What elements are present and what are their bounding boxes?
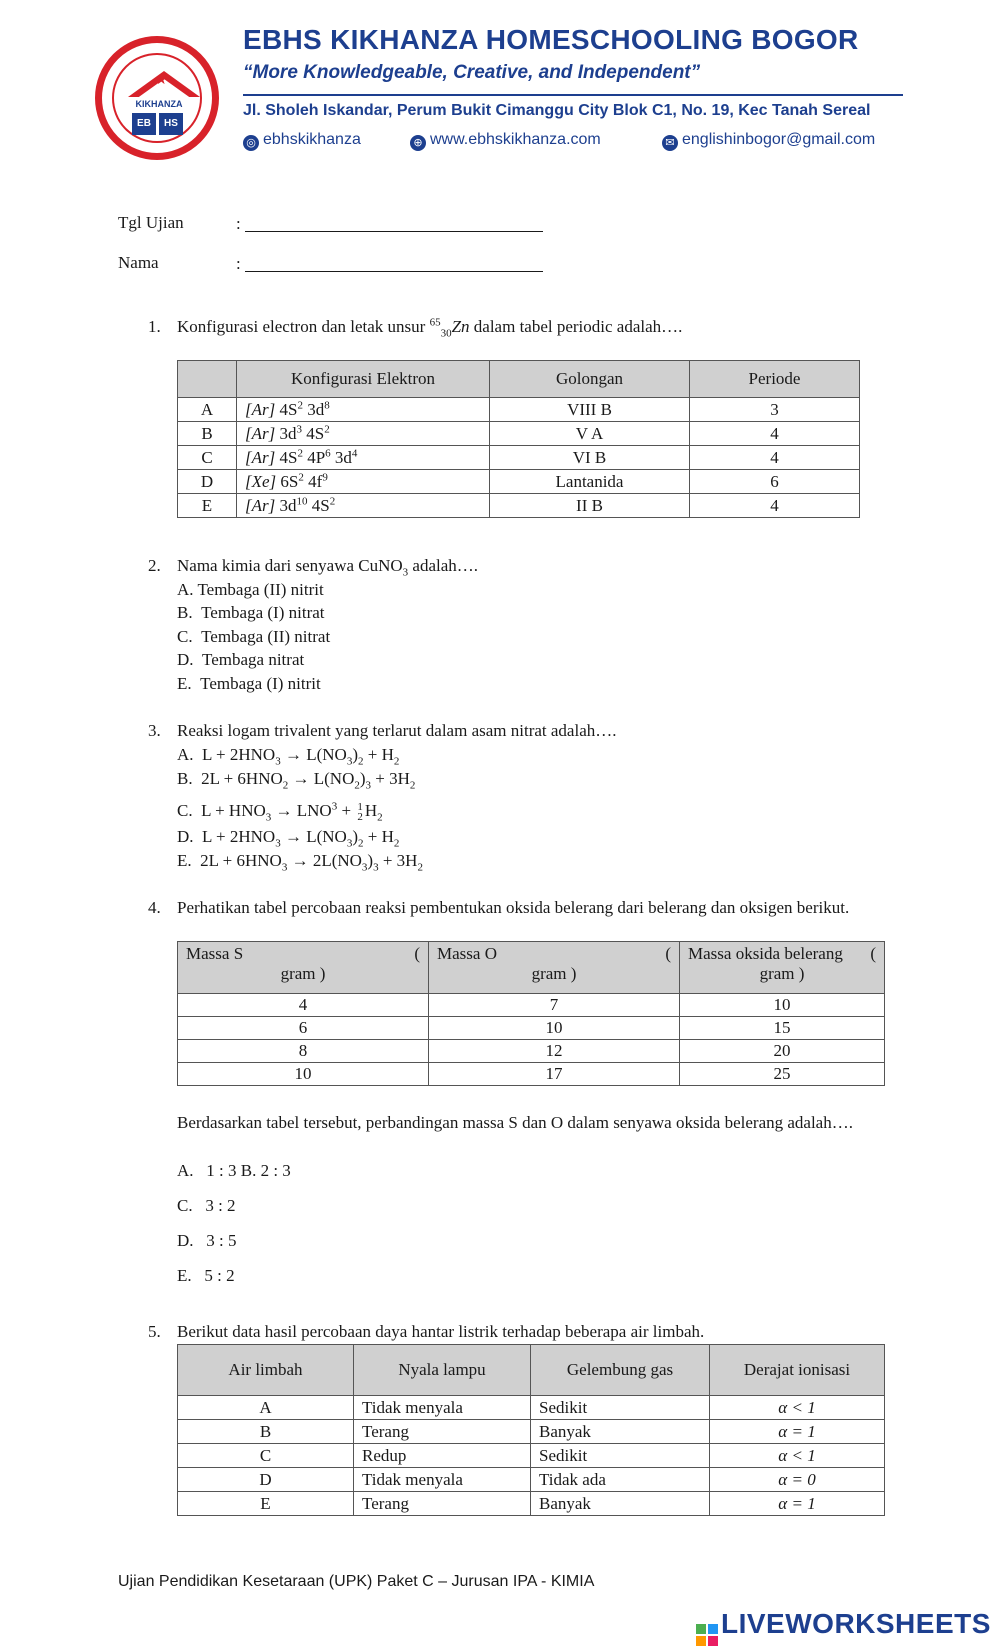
school-address: Jl. Sholeh Iskandar, Perum Bukit Cimanggu City Blok C1, No. 19, Kec Tanah Sereal xyxy=(243,102,871,119)
q2-text: Nama kimia dari senyawa CuNO$_3$ adalah…. xyxy=(177,556,479,579)
q4-question: Berdasarkan tabel tersebut, perbandingan massa S dan O dalam senyawa oksida belerang adalah…. xyxy=(177,1113,853,1132)
table-row: D [Xe] $6S^2$ $4f^9$ Lantanida 6 xyxy=(178,470,860,494)
logo-book-left: EB xyxy=(132,113,156,135)
table-row: B Terang Banyak α = 1 xyxy=(178,1420,885,1444)
q3-option-c[interactable]: C. $L + HNO_3 \to LNO^3$ + 1 2 $H_2$ xyxy=(177,800,383,824)
logo-book-right: HS xyxy=(159,113,183,135)
instagram-contact xyxy=(243,131,361,151)
q4-header-oksida: Massa oksida belerang ( gram ) xyxy=(680,942,885,994)
date-separator: : xyxy=(236,214,241,233)
school-tagline: “More Knowledgeable, Creative, and Independent” xyxy=(243,62,701,83)
q4-option-a[interactable]: A. 1 : 3 B. 2 : 3 xyxy=(177,1161,291,1180)
q1-number: 1. xyxy=(148,317,161,336)
q5-table xyxy=(177,1344,885,1516)
q5-header-gas: Gelembung gas xyxy=(531,1345,710,1396)
q2-number: 2. xyxy=(148,556,161,575)
fraction-half: 1 2 xyxy=(357,801,363,824)
instagram-icon: ◎ xyxy=(243,135,259,151)
q1-header-config: Konfigurasi Elektron xyxy=(237,361,490,398)
q1-header-golongan: Golongan xyxy=(490,361,690,398)
table-row: 8 12 20 xyxy=(178,1040,885,1063)
email-contact xyxy=(662,131,875,151)
page-footer: Ujian Pendidikan Kesetaraan (UPK) Paket C – Jurusan IPA - KIMIA xyxy=(118,1573,595,1590)
school-logo xyxy=(95,36,219,160)
mail-icon: ✉ xyxy=(662,135,678,151)
q3-option-b[interactable]: B. $2L + 6HNO_2 \to L(NO_2)_3 + 3H_2$ xyxy=(177,769,416,792)
logo-text: KIKHANZA xyxy=(135,99,183,109)
q4-header-o: Massa O ( gram ) xyxy=(429,942,680,994)
q5-number: 5. xyxy=(148,1322,161,1341)
q2-option-d[interactable]: D. Tembaga nitrat xyxy=(177,650,305,669)
q1-header-empty xyxy=(178,361,237,398)
q3-number: 3. xyxy=(148,721,161,740)
q4-header-s: Massa S ( gram ) xyxy=(178,942,429,994)
table-row: C [Ar] $4S^2$ $4P^6$ $3d^4$ VI B 4 xyxy=(178,446,860,470)
q4-option-d[interactable]: D. 3 : 5 xyxy=(177,1231,237,1250)
instagram-handle: ebhskikhanza xyxy=(263,131,361,148)
q5-header-lampu: Nyala lampu xyxy=(354,1345,531,1396)
globe-icon: ⊕ xyxy=(410,135,426,151)
school-title: EBHS KIKHANZA HOMESCHOOLING BOGOR xyxy=(243,24,859,55)
q5-header-limbah: Air limbah xyxy=(178,1345,354,1396)
q2-option-b[interactable]: B. Tembaga (I) nitrat xyxy=(177,603,325,622)
q2-option-e[interactable]: E. Tembaga (I) nitrit xyxy=(177,674,321,693)
q2-option-a[interactable]: A. Tembaga (II) nitrit xyxy=(177,580,324,599)
table-row: E Terang Banyak α = 1 xyxy=(178,1492,885,1516)
q3-text: Reaksi logam trivalent yang terlarut dalam asam nitrat adalah…. xyxy=(177,721,617,740)
q3-option-e[interactable]: E. $2L + 6HNO_3 \to 2L(NO_3)_3 + 3H_2$ xyxy=(177,851,423,874)
q1-header-periode: Periode xyxy=(690,361,860,398)
q1-table xyxy=(177,360,860,518)
table-row: A [Ar] $4S^2$ $3d^8$ VIII B 3 xyxy=(178,398,860,422)
date-field[interactable] xyxy=(236,213,543,234)
table-row: C Redup Sedikit α < 1 xyxy=(178,1444,885,1468)
table-row: D Tidak menyala Tidak ada α = 0 xyxy=(178,1468,885,1492)
table-row: B [Ar] $3d^3$ $4S^2$ V A 4 xyxy=(178,422,860,446)
table-row: 4 7 10 xyxy=(178,994,885,1017)
website-url: www.ebhskikhanza.com xyxy=(430,131,601,148)
q3-option-d[interactable]: D. $L + 2HNO_3 \to L(NO_3)_2 + H_2$ xyxy=(177,827,400,850)
table-row: 10 17 25 xyxy=(178,1063,885,1086)
name-label: Nama xyxy=(118,253,159,272)
q4-option-e[interactable]: E. 5 : 2 xyxy=(177,1266,235,1285)
table-row: A Tidak menyala Sedikit α < 1 xyxy=(178,1396,885,1420)
table-row: E [Ar] $3d^{10}$ $4S^2$ II B 4 xyxy=(178,494,860,518)
star-icon: ★ xyxy=(155,72,168,88)
q4-option-c[interactable]: C. 3 : 2 xyxy=(177,1196,236,1215)
q1-text: Konfigurasi electron dan letak unsur $^{65}_{30}$Zn dalam tabel periodic adalah…. xyxy=(177,316,683,340)
q4-text: Perhatikan tabel percobaan reaksi pembentukan oksida belerang dari belerang dan oksigen berikut. xyxy=(177,898,850,917)
q4-number: 4. xyxy=(148,898,161,917)
name-field[interactable] xyxy=(236,253,543,274)
q5-header-alpha: Derajat ionisasi xyxy=(710,1345,885,1396)
q3-option-a[interactable]: A. $L + 2HNO_3 \to L(NO_3)_2 + H_2$ xyxy=(177,745,400,768)
liveworksheets-watermark: LIVEWORKSHEETS xyxy=(696,1608,991,1646)
q4-table xyxy=(177,941,885,1086)
liveworksheets-icon xyxy=(696,1624,718,1646)
table-row: 6 10 15 xyxy=(178,1017,885,1040)
email-address: englishinbogor@gmail.com xyxy=(682,131,876,148)
name-separator: : xyxy=(236,254,241,273)
q2-option-c[interactable]: C. Tembaga (II) nitrat xyxy=(177,627,331,646)
website-contact xyxy=(410,131,601,151)
date-label: Tgl Ujian xyxy=(118,213,184,232)
header-divider xyxy=(243,94,903,96)
q5-text: Berikut data hasil percobaan daya hantar listrik terhadap beberapa air limbah. xyxy=(177,1322,705,1341)
